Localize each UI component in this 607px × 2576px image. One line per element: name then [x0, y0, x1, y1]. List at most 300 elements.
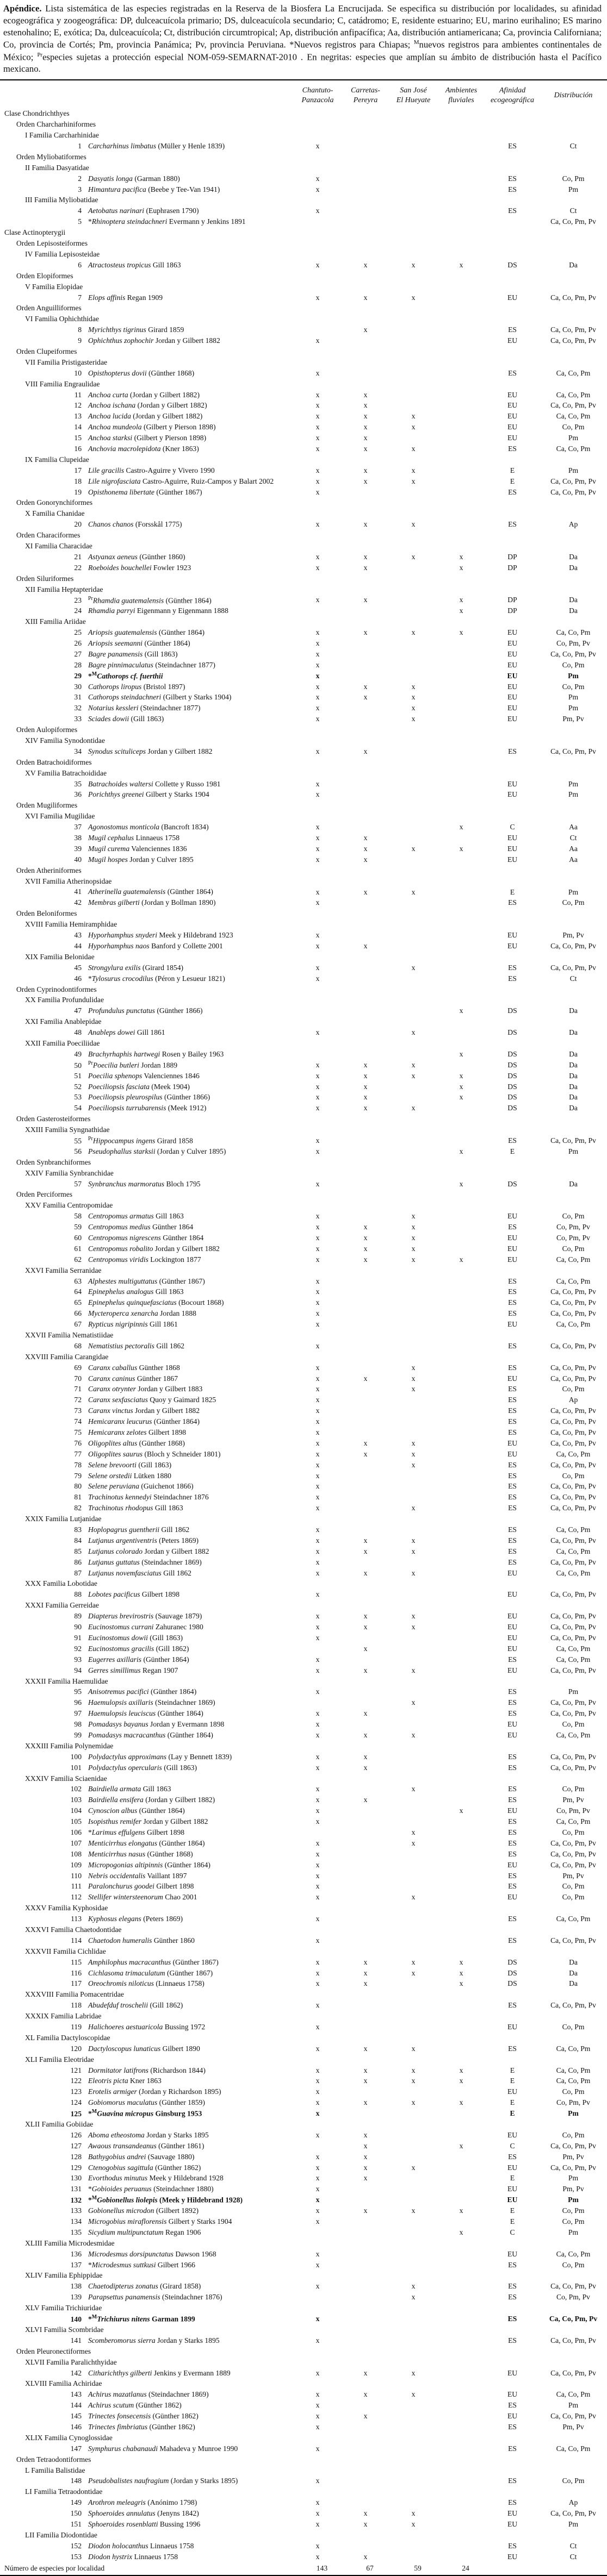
species-number: 143	[70, 2390, 82, 2399]
locality-mark-san-jose-el-hueyate: x	[411, 1439, 416, 1447]
author-year: (Günther 1868)	[145, 1849, 193, 1858]
locality-mark-carretas-pereyra: x	[363, 2141, 368, 2150]
scientific-name: Cathorops liropus	[88, 682, 142, 691]
distribution-value: Ca, Co, Pm, Pv	[550, 2509, 596, 2518]
author-year: Jordan y Gilbert 1882	[133, 1406, 200, 1415]
species-name-cell	[0, 2077, 294, 2085]
scientific-name: Carcharhinus limbatus	[88, 142, 157, 151]
species-number: 75	[74, 1428, 82, 1437]
affinity-value: EU	[507, 2390, 518, 2399]
species-name-cell	[0, 1623, 294, 1631]
scientific-name: Oligoplites altus	[88, 1439, 138, 1447]
species-number: 85	[74, 1547, 82, 1555]
taxon-heading-label: Orden Anguilliformes	[16, 304, 82, 312]
locality-mark-carretas-pereyra: x	[363, 596, 368, 604]
affinity-value: ES	[508, 1417, 517, 1426]
species-name-cell	[0, 553, 294, 561]
locality-mark-san-jose-el-hueyate: x	[411, 1212, 416, 1221]
species-number: 55	[74, 1136, 82, 1145]
species-number: 140	[70, 2315, 82, 2323]
species-number: 27	[74, 649, 82, 658]
locality-mark-chantuto-panzacola: x	[315, 1396, 320, 1404]
scientific-name: Trachinotus kennedyi	[88, 1493, 152, 1502]
locality-mark-carretas-pereyra: x	[363, 1071, 368, 1080]
scientific-name: Epinephelus analogus	[88, 1287, 154, 1296]
species-name	[88, 520, 294, 529]
distribution-value: Ca, Co, Pm	[556, 1915, 591, 1923]
author-year: (Günther 1868)	[146, 368, 195, 377]
author-year: (Meek 1912)	[166, 1104, 207, 1112]
scientific-name: Microdesmus dorsipunctatus	[88, 2249, 174, 2258]
species-name-cell	[0, 855, 294, 864]
species-row	[0, 671, 607, 681]
author-year: (Kner 1863)	[160, 444, 199, 453]
scientific-name: Agonostomus monticola	[88, 823, 160, 831]
scientific-name: Hyporhamphus naos	[88, 941, 150, 950]
locality-mark-chantuto-panzacola: x	[315, 1687, 320, 1696]
scientific-name: Notarius kessleri	[88, 704, 139, 712]
scientific-name: Mugil hospes	[88, 855, 128, 864]
affinity-value: EU	[507, 844, 518, 853]
species-row	[0, 2043, 607, 2054]
column-header-line: ecogeográfica	[490, 96, 535, 104]
scientific-name: Cichlasoma trimaculatum	[88, 1968, 165, 1977]
distribution-value: Ca, Co, Pm, Pv	[550, 1341, 596, 1350]
species-row	[0, 1384, 607, 1395]
species-number: 56	[74, 1147, 82, 1155]
species-row	[0, 1524, 607, 1535]
species-number: 13	[74, 412, 82, 421]
species-name	[88, 596, 294, 605]
species-number: 105	[70, 1817, 82, 1826]
familia-heading-row	[0, 1903, 607, 1914]
species-name-cell	[0, 2412, 294, 2421]
species-row	[0, 1103, 607, 1114]
column-header-line: Pereyra	[353, 96, 378, 104]
taxon-heading-label: L Familia Balistidae	[25, 2466, 85, 2474]
taxon-heading-label: Orden Charcharhiniformes	[16, 120, 96, 129]
locality-mark-chantuto-panzacola: x	[315, 1223, 320, 1231]
author-year: Steindachner 1876	[151, 1493, 209, 1502]
species-row	[0, 1492, 607, 1503]
locality-mark-chantuto-panzacola: x	[315, 412, 320, 421]
affinity-value: ES	[508, 487, 517, 496]
species-number: 151	[70, 2519, 82, 2528]
taxon-heading-label: XIX Familia Belonidae	[25, 952, 95, 961]
author-year: Jordan y Gilbert 1882	[153, 336, 220, 345]
author-year: Linnaeus 1758	[148, 2541, 194, 2550]
author-year: (Jordan y Culver 1895)	[155, 1147, 226, 1155]
distribution-value: Ca, Co, Pm	[556, 2044, 591, 2053]
author-year: (Günther 1864)	[156, 1709, 203, 1718]
species-number: 33	[74, 715, 82, 723]
orden-heading-row	[0, 1190, 607, 1201]
taxon-heading-label: XXIX Familia Lutjanidae	[25, 1515, 102, 1523]
distribution-value: Ca, Co, Pm, Pv	[550, 1374, 596, 1383]
species-name	[88, 1147, 294, 1156]
species-name-cell	[0, 1406, 294, 1415]
familia-heading-row	[0, 2033, 607, 2043]
locality-mark-chantuto-panzacola: x	[315, 931, 320, 940]
species-number: 135	[70, 2228, 82, 2236]
scientific-name: Rypticus nigripinnis	[88, 1320, 148, 1329]
locality-mark-ambientes-fluviales: x	[459, 2206, 463, 2215]
locality-mark-san-jose-el-hueyate: x	[411, 1968, 416, 1977]
locality-mark-chantuto-panzacola: x	[315, 434, 320, 442]
scientific-name: Ariopsis seemanni	[88, 639, 143, 647]
species-row	[0, 2184, 607, 2194]
distribution-value: Co, Pm, Pv	[556, 2098, 590, 2107]
taxon-heading-label: XXXIV Familia Sciaenidae	[25, 1774, 107, 1783]
taxon-heading-label: XL Familia Dactyloscopidae	[25, 2033, 110, 2042]
species-number: 4	[78, 207, 82, 215]
author-year: (Günther 1867)	[157, 1277, 205, 1285]
species-number: 98	[74, 1720, 82, 1729]
species-name	[88, 2314, 294, 2324]
taxon-heading-label: XLVII Familia Paralichthyidae	[25, 2358, 117, 2366]
distribution-value: Co, Pm	[562, 1212, 585, 1221]
author-year: (Günther 1864)	[143, 639, 190, 647]
locality-mark-carretas-pereyra: x	[363, 563, 368, 572]
locality-mark-carretas-pereyra: x	[363, 1104, 368, 1112]
locality-mark-ambientes-fluviales: x	[459, 563, 463, 572]
species-name-cell	[0, 1893, 294, 1902]
locality-mark-chantuto-panzacola: x	[315, 1071, 320, 1080]
locality-mark-carretas-pereyra: x	[363, 1730, 368, 1739]
distribution-value: Ca, Co, Pm, Pv	[550, 1752, 596, 1761]
species-number: 136	[70, 2249, 82, 2258]
orden-heading-row	[0, 152, 607, 162]
affinity-value: EU	[507, 1633, 518, 1642]
column-header-line: Carretas-	[351, 86, 380, 95]
taxon-heading-label: Orden Perciformes	[16, 1190, 73, 1199]
species-name-cell	[0, 2401, 294, 2410]
distribution-value: Ca, Co, Pm	[556, 2390, 591, 2399]
distribution-value: Co, Pm	[562, 682, 585, 691]
locality-mark-carretas-pereyra: x	[363, 466, 368, 474]
author-year: Evermann y Jenkins 1891	[167, 217, 246, 226]
author-year: Gilbert 1898	[140, 1590, 180, 1599]
distribution-value: Da	[569, 1968, 578, 1977]
locality-mark-carretas-pereyra: x	[363, 887, 368, 896]
familia-heading-row	[0, 2011, 607, 2022]
species-row	[0, 1665, 607, 1676]
distribution-value: Ca, Co, Pm, Pv	[550, 1860, 596, 1869]
taxon-heading-label: XX Familia Profundulidae	[25, 996, 104, 1004]
species-name	[88, 2195, 294, 2205]
locality-mark-carretas-pereyra: x	[363, 293, 368, 302]
species-name	[88, 2369, 294, 2378]
distribution-value: Ca, Co, Pm	[556, 2249, 591, 2258]
species-name	[88, 1050, 294, 1059]
locality-mark-san-jose-el-hueyate: x	[411, 2163, 416, 2172]
distribution-value: Ca, Co, Pm	[556, 368, 591, 377]
distribution-value: Ap	[568, 1396, 578, 1404]
species-name	[88, 1374, 294, 1383]
locality-mark-chantuto-panzacola: x	[315, 2109, 320, 2118]
species-row	[0, 216, 607, 227]
affinity-value: ES	[508, 1136, 517, 1145]
author-year: Jordan y Gilbert 1882	[153, 1244, 220, 1253]
species-number: 87	[74, 1568, 82, 1577]
totals-label: Número de especies por localidad	[4, 2564, 105, 2573]
scientific-name: Roeboides bouchellei	[88, 563, 152, 572]
locality-mark-chantuto-panzacola: x	[315, 1082, 320, 1091]
species-number: 141	[70, 2336, 82, 2344]
species-number: 92	[74, 1644, 82, 1653]
locality-mark-chantuto-panzacola: x	[315, 174, 320, 183]
locality-mark-chantuto-panzacola: x	[315, 1763, 320, 1772]
species-row	[0, 1686, 607, 1697]
author-year: Linnaeus 1758	[132, 2552, 178, 2561]
species-name	[88, 1666, 294, 1675]
locality-mark-chantuto-panzacola: x	[315, 1612, 320, 1621]
species-number: 37	[74, 823, 82, 831]
species-row	[0, 1838, 607, 1849]
locality-mark-san-jose-el-hueyate: x	[411, 477, 416, 485]
locality-mark-chantuto-panzacola: x	[315, 1428, 320, 1437]
species-name-cell	[0, 596, 294, 605]
familia-heading-row	[0, 2465, 607, 2476]
affinity-value: ES	[508, 2401, 517, 2410]
author-year: Vaillant 1897	[145, 1871, 187, 1880]
taxon-heading-label: Orden Synbranchiformes	[16, 1158, 91, 1166]
locality-mark-chantuto-panzacola: x	[315, 477, 320, 485]
taxon-heading-label: XXXV Familia Kyphosidae	[25, 1904, 108, 1912]
species-name	[88, 1969, 294, 1978]
species-row	[0, 595, 607, 606]
distribution-value: Ca, Co, Pm, Pv	[549, 2315, 598, 2323]
species-name-cell	[0, 423, 294, 432]
orden-heading-row	[0, 865, 607, 876]
familia-heading-row	[0, 1124, 607, 1135]
author-year: Günther 1867	[135, 1374, 178, 1383]
species-number: 80	[74, 1482, 82, 1491]
author-year: (Günther 1864)	[165, 1730, 213, 1739]
scientific-name: Trichiurus nitens	[97, 2315, 150, 2323]
species-name-cell	[0, 1417, 294, 1426]
species-row	[0, 1503, 607, 1514]
locality-mark-chantuto-panzacola: x	[315, 1547, 320, 1555]
species-row	[0, 746, 607, 757]
locality-mark-carretas-pereyra: x	[363, 1244, 368, 1253]
locality-mark-carretas-pereyra: x	[363, 2152, 368, 2161]
scientific-name: Stellifer wintersteenorum	[88, 1893, 163, 1902]
locality-mark-san-jose-el-hueyate: x	[411, 466, 416, 474]
species-number: 79	[74, 1471, 82, 1480]
affinity-value: ES	[508, 898, 517, 907]
author-year: (Peters 1869)	[141, 1915, 183, 1923]
orden-heading-row	[0, 724, 607, 735]
species-row	[0, 2519, 607, 2530]
author-year: Gill 1862	[159, 1525, 190, 1534]
distribution-value: Ca, Co, Pm, Pv	[550, 2163, 596, 2172]
affinity-value: ES	[508, 2152, 517, 2161]
scientific-name: Lutjanus novemfasciatus	[88, 1568, 162, 1577]
distribution-value: Da	[569, 1093, 578, 1102]
author-year: (Jordan y Starks 1895)	[169, 2477, 238, 2485]
species-name	[88, 1212, 294, 1221]
locality-mark-carretas-pereyra: x	[363, 1439, 368, 1447]
species-row	[0, 790, 607, 801]
species-number: 81	[74, 1493, 82, 1502]
species-number: 152	[70, 2541, 82, 2550]
species-number: 17	[74, 466, 82, 474]
locality-mark-san-jose-el-hueyate: x	[411, 1374, 416, 1383]
species-name-cell	[0, 1785, 294, 1793]
species-name	[88, 1223, 294, 1231]
scientific-name: Caranx otrynter	[88, 1385, 136, 1393]
scientific-name: Microgobius miraflorensis	[88, 2217, 167, 2226]
author-year: Regan 1906	[163, 2228, 201, 2236]
species-number: 127	[70, 2141, 82, 2150]
species-name	[88, 1072, 294, 1080]
taxon-heading-label: VII Familia Pristigasteridae	[25, 358, 108, 366]
species-name-cell	[0, 217, 294, 226]
locality-mark-carretas-pereyra: x	[363, 1255, 368, 1264]
scientific-name: Ophichthus zophochir	[88, 336, 154, 345]
distribution-value: Ca, Co, Pm	[556, 1449, 591, 1458]
author-year: Jordan y Starks 1895	[144, 2130, 209, 2139]
affinity-value: EU	[507, 682, 518, 691]
taxon-heading-label: XII Familia Heptapteridae	[25, 585, 103, 593]
scientific-name: Caranx caballus	[88, 1363, 138, 1372]
locality-mark-carretas-pereyra: x	[363, 844, 368, 853]
species-name-cell	[0, 1536, 294, 1545]
locality-mark-carretas-pereyra: x	[363, 2412, 368, 2421]
species-name-cell	[0, 1298, 294, 1307]
species-name-cell	[0, 1828, 294, 1837]
species-row	[0, 552, 607, 562]
scientific-name: Erotelis armiger	[88, 2087, 137, 2096]
scientific-name: Kyphosus elegans	[88, 1915, 141, 1923]
species-name	[88, 2217, 294, 2226]
author-year: Jordan y Gilbert 1882	[141, 1817, 208, 1826]
affinity-value: EU	[507, 2368, 518, 2377]
species-name-cell	[0, 2520, 294, 2529]
distribution-value: Ca, Co, Pm	[556, 390, 591, 399]
taxon-heading-label: XXXII Familia Haemulidae	[25, 1677, 108, 1685]
affinity-value: DS	[507, 1958, 517, 1966]
species-name-cell	[0, 1687, 294, 1696]
species-number: 76	[74, 1439, 82, 1447]
species-row	[0, 1697, 607, 1708]
scientific-name: Rhamdia parryi	[88, 607, 135, 615]
species-name-cell	[0, 2217, 294, 2226]
species-name-cell	[0, 466, 294, 475]
species-name-cell	[0, 2423, 294, 2431]
affinity-value: DP	[507, 607, 517, 615]
affinity-value: DP	[507, 563, 517, 572]
orden-heading-row	[0, 984, 607, 995]
scientific-name: Nematistius pectoralis	[88, 1341, 154, 1350]
species-name	[88, 217, 294, 226]
distribution-value: Ca, Co, Pm	[556, 2077, 591, 2085]
affinity-value: ES	[508, 1796, 517, 1804]
locality-mark-chantuto-panzacola: x	[315, 1482, 320, 1491]
affinity-value: ES	[508, 2541, 517, 2550]
taxon-heading-label: Orden Mugiliformes	[16, 801, 78, 810]
species-name	[88, 790, 294, 799]
locality-mark-san-jose-el-hueyate: x	[411, 1460, 416, 1469]
species-name	[88, 1536, 294, 1545]
author-year: (Steindachner 1876)	[160, 2293, 222, 2302]
species-name	[88, 2185, 294, 2193]
author-year: (Günther 1868)	[137, 1439, 185, 1447]
species-name	[88, 1320, 294, 1329]
species-row	[0, 1027, 607, 1038]
species-row	[0, 2292, 607, 2303]
column-header-line: Chantuto-	[302, 86, 333, 95]
distribution-value: Ca, Co, Pm, Pv	[550, 1633, 596, 1642]
locality-mark-chantuto-panzacola: x	[315, 1212, 320, 1221]
species-row	[0, 1449, 607, 1460]
author-year: (Jordan y Richardson 1895)	[137, 2087, 221, 2096]
scientific-name: Mugil cephalus	[88, 834, 134, 842]
species-row	[0, 1871, 607, 1881]
species-number: 139	[70, 2293, 82, 2302]
locality-mark-san-jose-el-hueyate: x	[411, 1958, 416, 1966]
species-name-cell	[0, 1861, 294, 1870]
species-name-cell	[0, 1979, 294, 1988]
author-year: Meek y Hildebrand 1923	[157, 931, 233, 940]
taxon-heading-label: XXXI Familia Gerreidae	[25, 1601, 99, 1610]
locality-mark-carretas-pereyra: x	[363, 2163, 368, 2172]
species-row	[0, 1373, 607, 1384]
author-year: Günther 1860	[152, 1936, 195, 1944]
species-row	[0, 1719, 607, 1730]
species-name	[88, 2444, 294, 2453]
species-number: 14	[74, 423, 82, 432]
locality-mark-chantuto-panzacola: x	[315, 1244, 320, 1253]
species-row	[0, 941, 607, 952]
column-header-line: El Hueyate	[396, 96, 431, 104]
affinity-value: EU	[507, 941, 518, 950]
author-year: Günther 1864	[160, 1233, 204, 1242]
scientific-name: Ariopsis guatemalensis	[88, 628, 157, 637]
species-number: 41	[74, 887, 82, 896]
author-year: Jordan 1889	[139, 1061, 178, 1070]
scientific-name: Haemulopsis axillaris	[88, 1698, 153, 1707]
locality-mark-chantuto-panzacola: x	[315, 790, 320, 799]
author-year: Quoy y Gaimard 1825	[147, 1396, 216, 1404]
locality-mark-carretas-pereyra: x	[363, 1752, 368, 1761]
species-row	[0, 2000, 607, 2011]
species-row	[0, 1481, 607, 1492]
species-name	[88, 391, 294, 399]
species-name-cell	[0, 704, 294, 712]
scientific-name: Guavina micropus	[97, 2109, 154, 2118]
familia-heading-row	[0, 195, 607, 206]
affinity-value: DP	[507, 596, 517, 604]
locality-mark-chantuto-panzacola: x	[315, 2390, 320, 2399]
taxon-heading-label: XXXVII Familia Cichlidae	[25, 1947, 106, 1955]
scientific-name: Eucinostomus currani	[88, 1623, 154, 1631]
taxon-heading-label: Orden Cyprinodontiformes	[16, 985, 97, 993]
species-row	[0, 1611, 607, 1622]
scientific-name: Anchoa starksi	[88, 434, 133, 442]
locality-mark-carretas-pereyra: x	[363, 477, 368, 485]
species-row	[0, 962, 607, 973]
taxon-heading-label: XXVI Familia Serranidae	[25, 1266, 102, 1274]
species-name	[88, 650, 294, 659]
author-year: Gill 1863	[153, 1287, 184, 1296]
species-name-cell	[0, 434, 294, 442]
scientific-name: Gobionellus liolepis	[97, 2196, 158, 2205]
species-name-cell	[0, 2001, 294, 2010]
taxon-heading-label: XLIII Familia Microdesmidae	[25, 2239, 115, 2247]
author-year: (Günther 1866)	[162, 1093, 210, 1102]
